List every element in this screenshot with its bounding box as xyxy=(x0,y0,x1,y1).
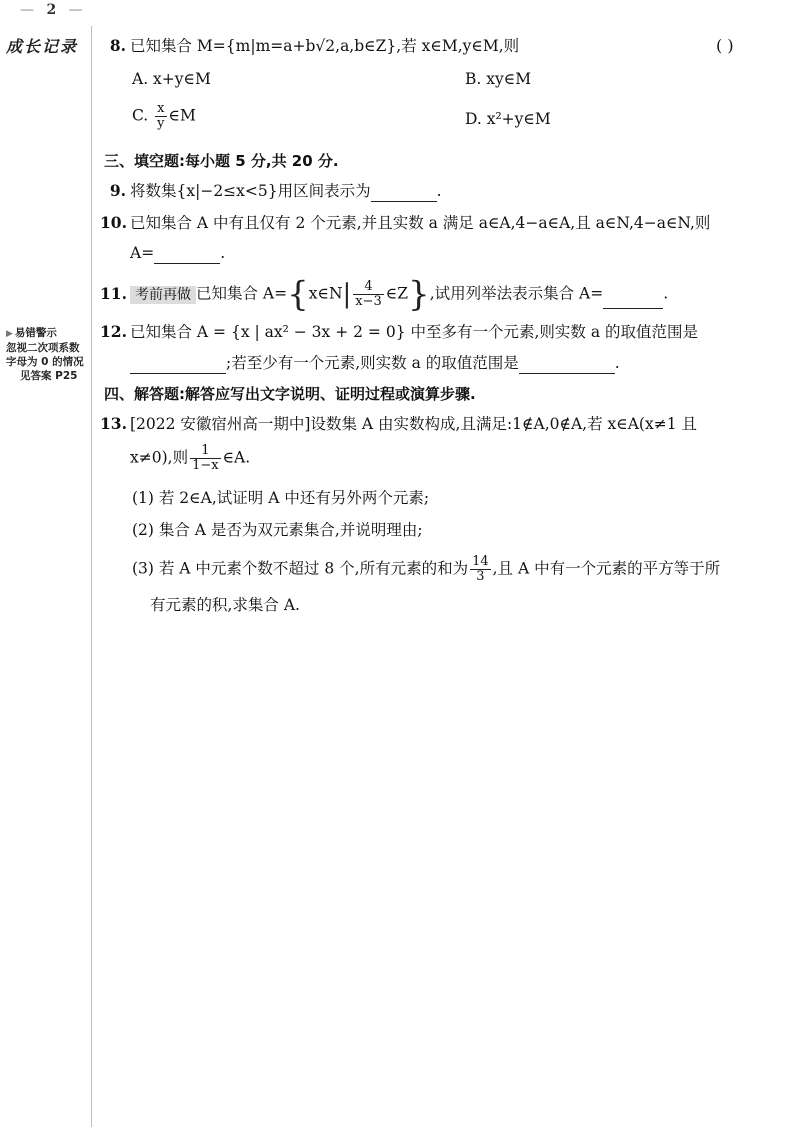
divider-bar-icon: | xyxy=(342,279,352,310)
question-text: ,且 A 中有一个元素的平方等于所 xyxy=(492,559,721,578)
header-right-dash: — xyxy=(68,2,83,18)
option-d: D. x²+y∈M xyxy=(465,110,551,128)
question-text: 已知集合 A 中有且仅有 2 个元素,并且实数 a 满足 a∈A,4−a∈A,且 a∈N,4−a∈N,则 xyxy=(130,214,711,232)
question-number: 10. xyxy=(100,213,127,232)
question-text: 已知集合 M={m|m=a+b√2,a,b∈Z},若 x∈M,y∈M,则 xyxy=(130,37,520,55)
fraction-numerator: 4 xyxy=(364,279,373,294)
subquestion-3-line2: 有元素的积,求集合 A. xyxy=(150,596,300,614)
right-brace-icon: } xyxy=(408,274,430,315)
period: . xyxy=(663,284,669,303)
option-b: B. xy∈M xyxy=(465,70,532,88)
set-condition: x∈N xyxy=(308,284,343,303)
question-10 xyxy=(100,212,710,234)
page-header xyxy=(20,2,83,18)
note-line: 忽视二次项系数 xyxy=(6,342,80,354)
arrow-icon: ▶ xyxy=(6,329,13,339)
subquestion-2: (2) 集合 A 是否为双元素集合,并说明理由; xyxy=(132,521,423,539)
question-text: A= xyxy=(130,244,155,262)
brand-title: 成长记录 xyxy=(6,37,79,56)
question-text: ;若至少有一个元素,则实数 a 的取值范围是 xyxy=(226,354,519,372)
answer-blank[interactable] xyxy=(130,357,226,374)
option-c-tail: ∈M xyxy=(168,106,196,125)
note-line: 字母为 0 的情况 xyxy=(6,356,84,368)
option-c xyxy=(132,102,196,131)
error-warning-note xyxy=(6,326,84,383)
fraction-denominator: 3 xyxy=(470,569,491,584)
option-c-fraction xyxy=(155,102,166,131)
fraction-numerator: 1 xyxy=(201,443,210,458)
note-reference: 见答案 P25 xyxy=(20,370,78,382)
question-number: 8. xyxy=(109,36,126,55)
question-text: (3) 若 A 中元素个数不超过 8 个,所有元素的和为 xyxy=(132,559,469,578)
question-13 xyxy=(100,413,697,435)
question-12 xyxy=(100,321,698,343)
answer-bracket: ( ) xyxy=(716,36,734,55)
page-number: 2 xyxy=(46,2,57,18)
period: . xyxy=(614,354,620,372)
set-condition-tail: ∈Z xyxy=(385,284,409,303)
question-text: 已知集合 A = {x | ax² − 3x + 2 = 0} 中至多有一个元素,则实数 a 的取值范围是 xyxy=(130,323,698,341)
answer-blank[interactable] xyxy=(519,357,615,374)
subquestion-3 xyxy=(132,555,720,584)
answer-blank[interactable] xyxy=(371,185,437,202)
question-text: ,试用列举法表示集合 A= xyxy=(429,284,604,303)
header-left-dash: — xyxy=(20,2,34,18)
question-number: 11. xyxy=(100,283,127,303)
revisit-tag: 考前再做 xyxy=(130,286,196,304)
note-title: 易错警示 xyxy=(14,327,57,339)
question-text: 已知集合 A= xyxy=(196,284,288,303)
question-text: [2022 安徽宿州高一期中]设数集 A 由实数构成,且满足:1∉A,0∉A,若 x∈A(x≠1 且 xyxy=(130,415,697,433)
section-4-title: 四、解答题:解答应写出文字说明、证明过程或演算步骤. xyxy=(104,385,476,403)
fraction-numerator: 14 xyxy=(472,554,489,569)
question-number: 9. xyxy=(109,181,126,200)
sum-fraction xyxy=(470,555,491,584)
question-11 xyxy=(100,274,669,315)
subquestion-1: (1) 若 2∈A,试证明 A 中还有另外两个元素; xyxy=(132,489,430,507)
question-10-line2 xyxy=(130,242,225,264)
left-brace-icon: { xyxy=(287,274,309,315)
question-9 xyxy=(100,180,442,202)
question-12-line2 xyxy=(130,352,620,374)
fraction-denominator: 1−x xyxy=(192,458,219,473)
question-13-line2 xyxy=(130,444,250,473)
answer-blank[interactable] xyxy=(154,247,220,264)
question-8 xyxy=(100,35,519,57)
question-text: x≠0),则 xyxy=(130,448,189,467)
margin-rule xyxy=(91,26,92,1127)
option-c-label: C. xyxy=(132,106,149,125)
option-a: A. x+y∈M xyxy=(132,70,211,88)
condition-fraction xyxy=(353,280,384,309)
question-text: ∈A. xyxy=(222,448,251,467)
period: . xyxy=(220,244,226,262)
map-fraction xyxy=(190,444,221,473)
fraction-numerator: x xyxy=(157,101,165,116)
fraction-denominator: x−3 xyxy=(355,294,382,309)
answer-blank[interactable] xyxy=(603,292,663,309)
fraction-denominator: y xyxy=(157,116,165,131)
question-text: 将数集{x|−2≤x<5}用区间表示为 xyxy=(130,182,371,200)
question-number: 13. xyxy=(100,414,127,433)
section-3-title: 三、填空题:每小题 5 分,共 20 分. xyxy=(104,152,339,170)
period: . xyxy=(436,182,442,200)
question-number: 12. xyxy=(100,322,127,341)
